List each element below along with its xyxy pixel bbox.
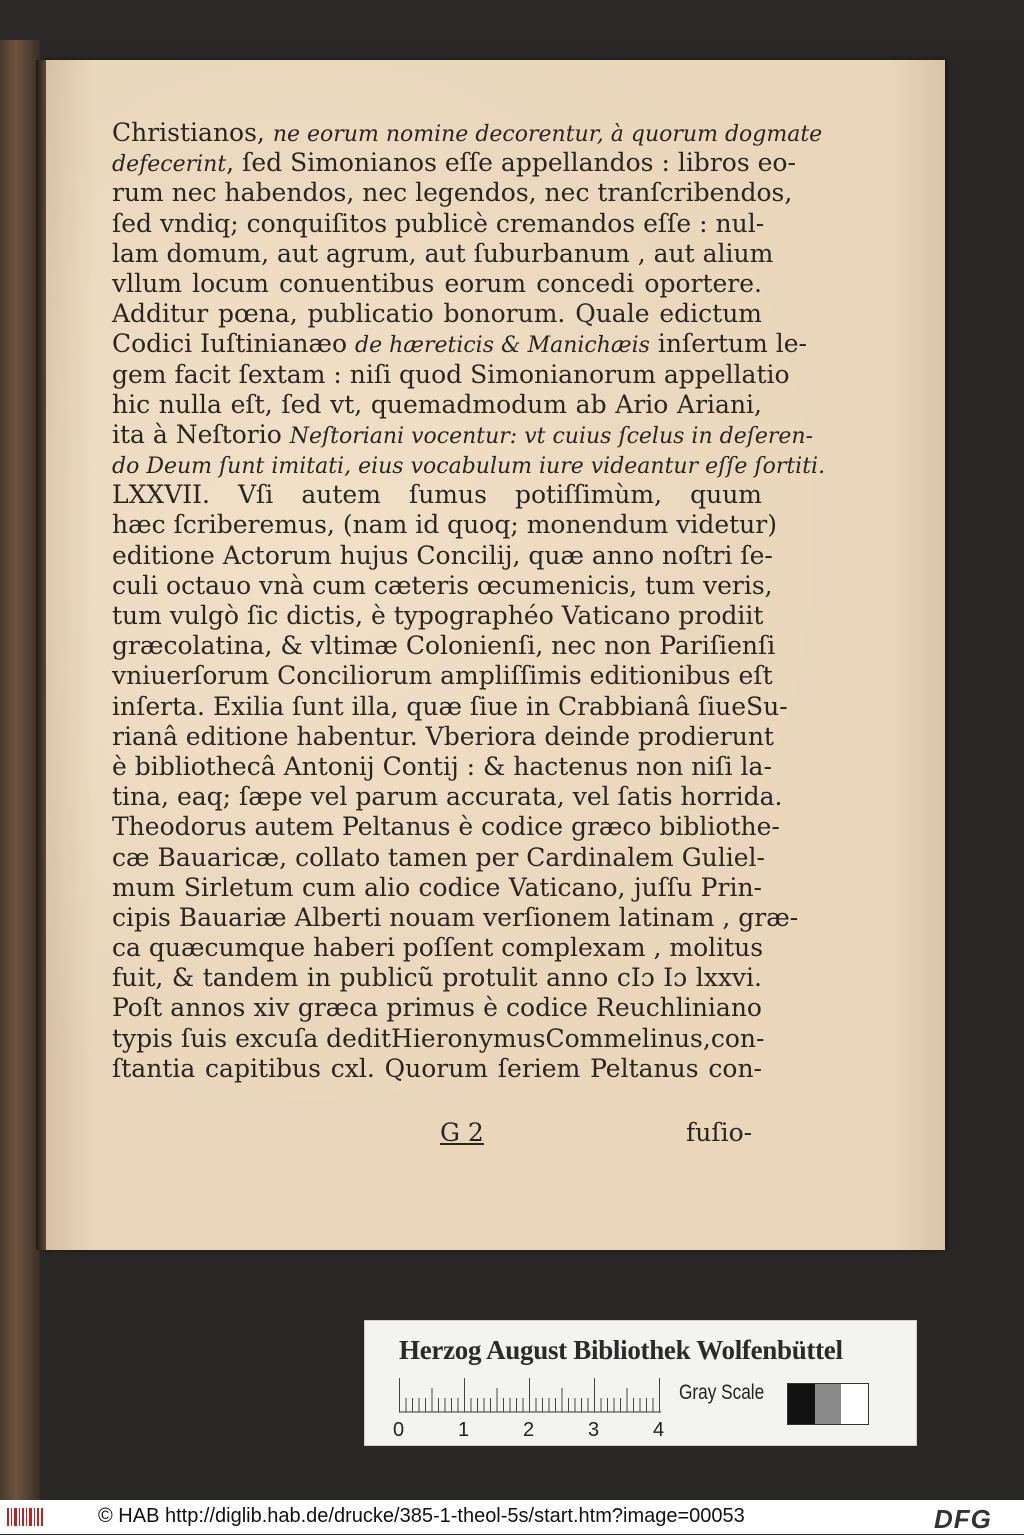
- text-roman: è bibliothecâ Antonij Contij : & hactenus non niſi la-: [112, 751, 772, 781]
- text-line: [112, 480, 762, 510]
- text-line: [112, 208, 765, 239]
- text-line: [112, 902, 799, 933]
- text-roman: inſertum le-: [657, 329, 808, 359]
- text-roman: Codici Iuſtinianæo: [112, 329, 348, 359]
- text-roman: vllum locum conuentibus eorum concedi oportere.: [112, 268, 762, 298]
- barcode-icon: [6, 1506, 46, 1528]
- text-roman: mum Sirletum cum alio codice Vaticano, juſſu Prin-: [112, 872, 762, 902]
- gray-scale-patch: [841, 1384, 868, 1424]
- spine-shadow: [36, 60, 46, 1250]
- signature-mark: G 2: [440, 1118, 484, 1147]
- text-roman: inſerta. Exilia ſunt illa, quæ ſiue in Crabbianâ ſiueSu-: [112, 691, 788, 721]
- text-roman: ca quæcumque haberi poſſent complexam , molitus: [112, 933, 764, 963]
- text-italic: ne eorum nomine decorentur, à quorum dogmate: [272, 122, 823, 147]
- text-italic: Neſtoriani vocentur: vt cuius ſcelus in deſeren-: [289, 423, 814, 449]
- text-roman: Christianos,: [112, 118, 265, 147]
- text-italic: do Deum ſunt imitati, eius vocabulum iure videantur eſſe ſortiti.: [112, 454, 826, 480]
- text-roman: rianâ editione habentur. Vberiora deinde prodierunt: [112, 721, 774, 751]
- measurement-ruler: [399, 1377, 661, 1413]
- text-roman: Additur pœna, publicatio bonorum. Quale edictum: [112, 299, 762, 329]
- text-line: [112, 1054, 762, 1084]
- text-roman: hic nulla eſt, ſed vt, quemadmodum ab Ario Ariani,: [112, 389, 762, 419]
- adjacent-page-edge: [0, 40, 40, 1500]
- text-roman: fuit, & tandem in publicũ protulit anno cIɔ Iɔ lxxvi.: [112, 963, 762, 993]
- gray-scale-label: Gray Scale: [679, 1381, 765, 1404]
- text-line: [112, 269, 762, 299]
- text-roman: vniuerſorum Conciliorum ampliſſimis editionibus eſt: [112, 661, 773, 691]
- text-line: [112, 631, 776, 661]
- ruler-number: 1: [458, 1419, 470, 1441]
- text-line: [112, 390, 762, 420]
- text-line: [112, 359, 790, 390]
- text-roman: ſed vndiq; conquiſitos publicè cremandos eſſe : nul-: [112, 208, 765, 238]
- text-roman: , ſed Simonianos eſſe appellandos : libros eo-: [226, 148, 796, 178]
- text-line: [112, 540, 773, 571]
- text-line: [112, 1023, 765, 1054]
- text-line: [112, 691, 788, 722]
- copyright-url-text: © HAB http://diglib.hab.de/drucke/385-1-theol-5s/start.htm?image=00053: [98, 1505, 745, 1527]
- catchword: fuſio-: [686, 1118, 753, 1147]
- text-line: [112, 963, 762, 993]
- text-italic: de hæreticis & Manichæis: [355, 333, 650, 359]
- text-line: [112, 873, 762, 903]
- text-line: [112, 238, 774, 269]
- ruler-number: 4: [653, 1419, 665, 1441]
- text-roman: LXXVII. Vſi autem ſumus potiſſimùm, quum: [112, 480, 762, 510]
- text-line: [112, 178, 793, 208]
- text-line: [112, 782, 783, 812]
- text-roman: typis ſuis excuſa deditHieronymusCommelinus,con-: [112, 1023, 765, 1053]
- text-roman: græcolatina, & vltimæ Colonienſi, nec non Pariſienſi: [112, 631, 776, 661]
- text-italic: defecerint: [112, 152, 227, 178]
- text-line: [112, 148, 796, 178]
- text-line: [112, 299, 762, 329]
- gray-scale-patch: [815, 1384, 842, 1424]
- text-roman: gem facit ſextam : niſi quod Simonianorum appellatio: [112, 359, 790, 389]
- text-roman: Poſt annos xiv græca primus è codice Reuchliniano: [112, 993, 762, 1023]
- text-roman: cæ Bauaricæ, collato tamen per Cardinalem Guliel-: [112, 842, 765, 872]
- text-line: [112, 751, 772, 782]
- text-roman: tina, eaq; ſæpe vel parum accurata, vel ſatis horrida.: [112, 782, 783, 812]
- text-line: [112, 570, 773, 601]
- text-roman: lam domum, aut agrum, aut ſuburbanum , aut alium: [112, 238, 774, 268]
- gray-scale-patch: [788, 1384, 815, 1424]
- text-line: [112, 721, 774, 752]
- text-line: [112, 933, 762, 963]
- text-roman: ſtantia capitibus cxl. Quorum ſeriem Peltanus con-: [112, 1053, 762, 1083]
- ruler-number: 0: [393, 1419, 405, 1441]
- text-line: [112, 118, 823, 148]
- text-line: [112, 812, 780, 842]
- footer-bar: [0, 1500, 1024, 1534]
- text-roman: tum vulgò ſic dictis, è typographéo Vaticano prodiit: [112, 601, 764, 630]
- text-roman: ita à Neſtorio: [112, 419, 282, 449]
- gray-scale-swatch: [787, 1383, 869, 1425]
- library-color-card: [364, 1320, 917, 1446]
- page-text: [112, 118, 826, 1084]
- text-roman: hæc ſcriberemus, (nam id quoq; monendum videtur): [112, 510, 777, 540]
- text-roman: Theodorus autem Peltanus è codice græco bibliothe-: [112, 812, 780, 842]
- text-roman: cipis Bauariæ Alberti nouam verſionem latinam , græ-: [112, 902, 799, 932]
- scan-background-top: [0, 0, 1024, 40]
- text-line: [112, 993, 762, 1023]
- text-line: [112, 419, 814, 450]
- text-line: [112, 510, 777, 540]
- text-line: [112, 842, 765, 873]
- ruler-numbers: [393, 1419, 673, 1443]
- library-name: Herzog August Bibliothek Wolfenbüttel: [399, 1335, 843, 1365]
- dfg-logo: DFG: [934, 1504, 992, 1534]
- text-line: [112, 601, 762, 631]
- ruler-number: 2: [523, 1419, 535, 1441]
- text-line: [112, 329, 808, 359]
- text-roman: rum nec habendos, nec legendos, nec tranſcribendos,: [112, 178, 793, 208]
- text-roman: editione Actorum hujus Concilij, quæ anno noſtri ſe-: [112, 540, 773, 570]
- text-line: [112, 450, 826, 480]
- ruler-number: 3: [588, 1419, 600, 1441]
- text-roman: culi octauo vnà cum cæteris œcumenicis, tum veris,: [112, 570, 773, 600]
- text-line: [112, 661, 773, 691]
